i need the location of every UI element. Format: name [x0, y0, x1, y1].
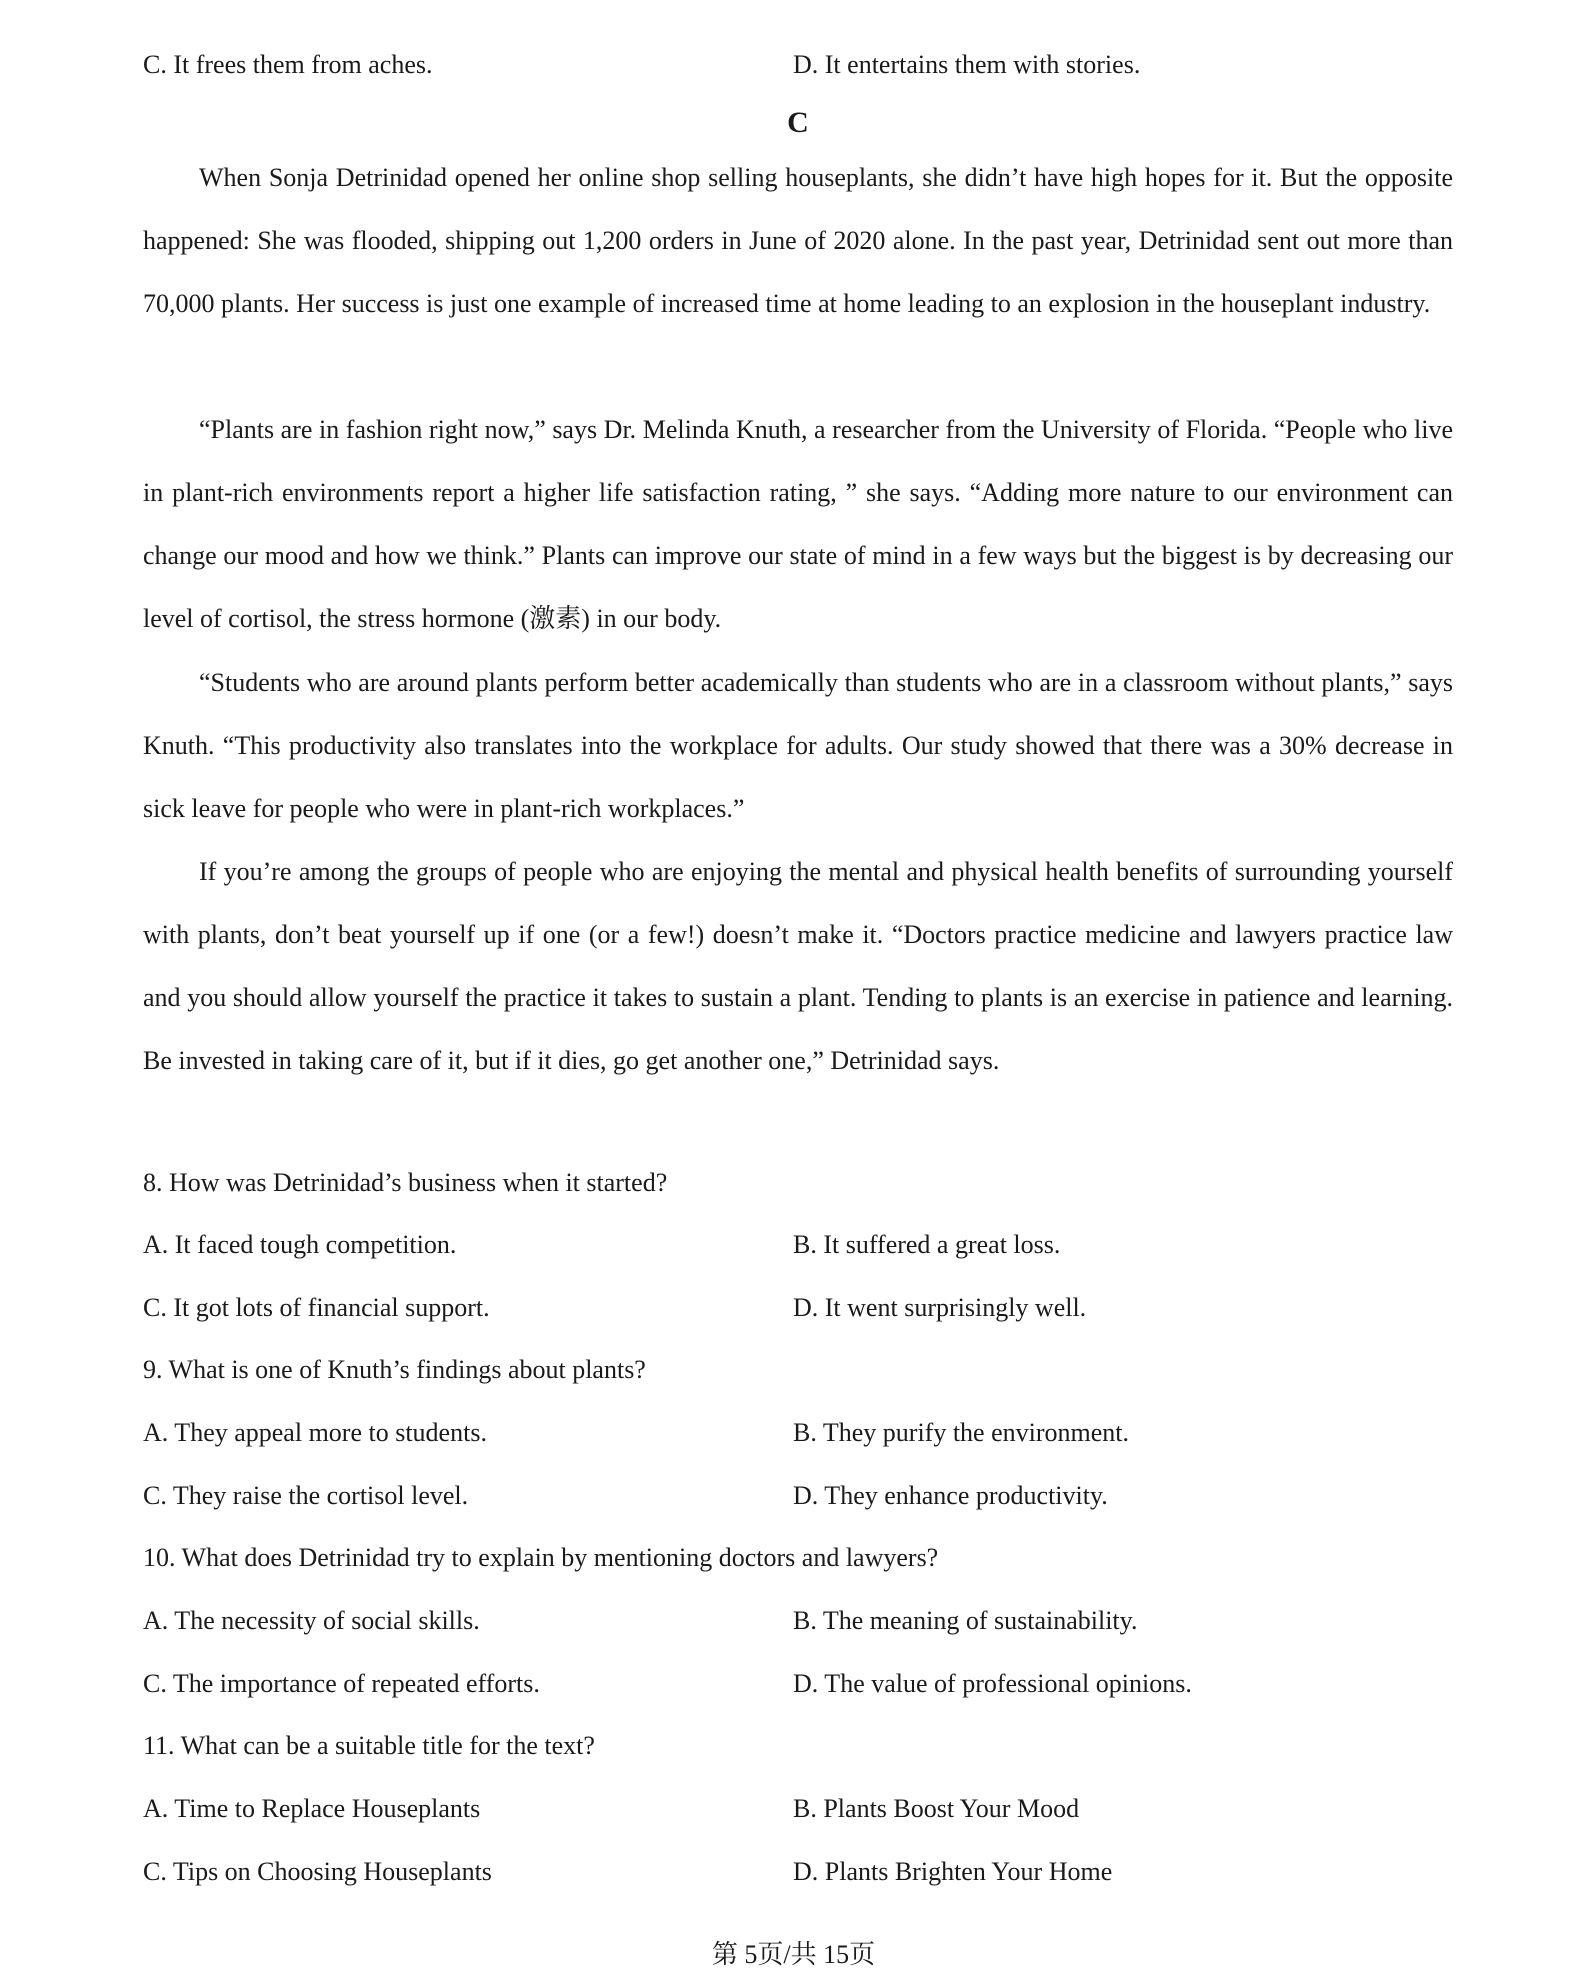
section-heading: C	[787, 106, 809, 139]
page-number: 第 5页/共 15页	[711, 1940, 876, 1969]
option-d: D. The value of professional opinions.	[793, 1669, 1192, 1698]
passage-paragraph-3: “Students who are around plants perform better academically than students who are in a classroom without plants,” says Knuth. “This productivity also translates into the workplace for adults. Our study showed that there was a 30% decrease in sick leave for people who were in plant-rich workplaces.”	[143, 668, 1453, 823]
question-stem: 10. What does Detrinidad try to explain by mentioning doctors and lawyers?	[143, 1543, 939, 1572]
option-a: A. They appeal more to students.	[143, 1418, 487, 1447]
prev-option-c: C. It frees them from aches.	[143, 50, 433, 79]
option-c: C. The importance of repeated efforts.	[143, 1669, 540, 1698]
question-stem: 9. What is one of Knuth’s findings about plants?	[143, 1355, 646, 1384]
option-a: A. The necessity of social skills.	[143, 1606, 480, 1635]
option-b: B. It suffered a great loss.	[793, 1230, 1061, 1259]
option-c: C. They raise the cortisol level.	[143, 1481, 469, 1510]
option-d: D. They enhance productivity.	[793, 1481, 1108, 1510]
option-d: D. Plants Brighten Your Home	[793, 1857, 1113, 1886]
question-stem: 8. How was Detrinidad’s business when it started?	[143, 1168, 668, 1197]
option-b: B. They purify the environment.	[793, 1418, 1130, 1447]
prev-option-d: D. It entertains them with stories.	[793, 50, 1141, 79]
option-c: C. Tips on Choosing Houseplants	[143, 1857, 492, 1886]
option-b: B. Plants Boost Your Mood	[793, 1794, 1080, 1823]
option-a: A. Time to Replace Houseplants	[143, 1794, 481, 1823]
question-stem: 11. What can be a suitable title for the text?	[143, 1731, 595, 1760]
option-b: B. The meaning of sustainability.	[793, 1606, 1138, 1635]
passage-paragraph-1: When Sonja Detrinidad opened her online shop selling houseplants, she didn’t have high hopes for it. But the opposite happened: She was flooded, shipping out 1,200 orders in June of 2020 alone. In the past year, Detrinidad sent out more than 70,000 plants. Her success is just one example of increased time at home leading to an explosion in the houseplant industry.	[143, 163, 1453, 318]
passage-paragraph-2: “Plants are in fashion right now,” says Dr. Melinda Knuth, a researcher from the University of Florida. “People who live in plant-rich environments report a higher life satisfaction rating, ” she says. “Adding more nature to our environment can change our mood and how we think.” Plants can improve our state of mind in a few ways but the biggest is by decreasing our level of cortisol, the stress hormone (激素) in our body.	[143, 415, 1453, 633]
option-c: C. It got lots of financial support.	[143, 1293, 490, 1322]
passage-paragraph-4: If you’re among the groups of people who are enjoying the mental and physical health benefits of surrounding yourself with plants, don’t beat yourself up if one (or a few!) doesn’t make it. “Doctors practice medicine and lawyers practice law and you should allow yourself the practice it takes to sustain a plant. Tending to plants is an exercise in patience and learning. Be invested in taking care of it, but if it dies, go get another one,” Detrinidad says.	[143, 857, 1453, 1075]
option-d: D. It went surprisingly well.	[793, 1293, 1087, 1322]
option-a: A. It faced tough competition.	[143, 1230, 457, 1259]
